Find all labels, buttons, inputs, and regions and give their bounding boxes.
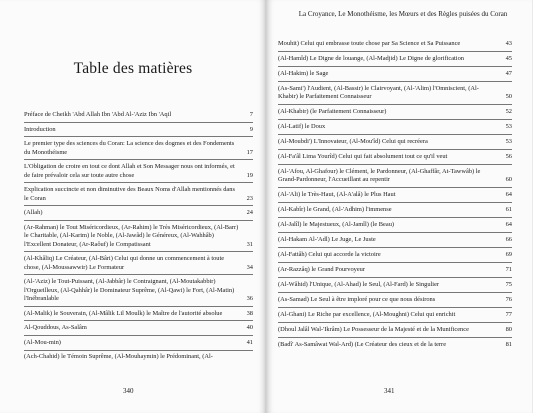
toc-divider: [24, 122, 253, 123]
toc-entry-title: (Al-Fattâh) Celui qui accorde la victoire: [278, 251, 381, 259]
toc-entry[interactable]: [24, 353, 253, 361]
page-number: 340: [123, 387, 134, 395]
toc-entry-page: 40: [246, 324, 253, 332]
toc-entry[interactable]: [278, 138, 512, 146]
toc-divider: [24, 159, 253, 160]
toc-divider: [278, 232, 512, 233]
toc-list-right: [278, 40, 512, 349]
toc-divider: [278, 277, 512, 278]
toc-entry-title: (Ar-Razzâq) le Grand Pourvoyeur: [278, 266, 365, 274]
toc-divider: [278, 322, 512, 323]
toc-entry-title: Introduction: [24, 125, 56, 133]
toc-entry[interactable]: [278, 168, 512, 184]
toc-divider: [278, 119, 512, 120]
toc-divider: [278, 81, 512, 82]
toc-divider: [24, 136, 253, 137]
toc-entry-page: 36: [246, 295, 253, 302]
toc-divider: [24, 274, 253, 275]
toc-entry[interactable]: [278, 236, 512, 244]
toc-entry-title: (Al-Wâhid) l'Unique, (Al-Ahad) le Seul, (Al-Fard) le Singulier: [278, 281, 440, 289]
toc-entry-page: 60: [505, 176, 512, 184]
toc-divider: [278, 262, 512, 263]
toc-entry[interactable]: [278, 341, 512, 349]
toc-divider: [278, 187, 512, 188]
toc-entry-page: 24: [246, 209, 253, 217]
toc-entry-title: (Al-Hamîd) Le Digne de louange, (Al-Madjid) Le Digne de glorification: [278, 54, 464, 62]
toc-entry-title: (Al-Hakam Al-'Adl) Le Juge, Le Juste: [278, 236, 376, 244]
toc-entry-title: (Al-Kabîr) le Grand, (Al-'Adhim) l'immense: [278, 206, 392, 214]
toc-entry-title: (Badî' As-Samâwat Wal-Ard) (Le Créateur des cieux et de la terre: [278, 341, 447, 349]
toc-entry-title: L'Obligation de croire en tout ce dont Allah et Son Messager nous ont informés, et de faire prévaloir cela sur toute autre chose: [24, 163, 235, 179]
toc-entry-title: (Al-Moubdi') L'Innovateur, (Al-Mou'îd) Celui qui recréera: [278, 138, 428, 146]
toc-entry-page: 17: [246, 148, 253, 156]
toc-entry-title: (Al-Hakim) le Sage: [278, 69, 329, 77]
toc-list-left: [24, 111, 253, 362]
toc-divider: [278, 134, 512, 135]
toc-divider: [24, 350, 253, 351]
toc-entry-page: 71: [505, 266, 512, 274]
toc-entry-page: 53: [505, 123, 512, 131]
toc-entry-page: 43: [505, 40, 512, 47]
toc-entry-title: (Al-Fa'âl Lima Yourîd) Celui qui fait absolument tout ce qu'il veut: [278, 153, 448, 161]
toc-entry-title: Le premier type des sciences du Coran: La science des dogmes et des Fondements du Monothéisme: [24, 140, 235, 156]
page-title: Table des matières: [73, 60, 193, 77]
toc-entry-page: 45: [505, 54, 512, 62]
toc-entry[interactable]: [24, 186, 253, 203]
toc-entry[interactable]: [24, 126, 253, 134]
toc-entry-title: (Al-Malik) le Souverain, (Al-Mâlik Lil Moulk) le Maître de l'autorité absolue: [24, 309, 223, 317]
toc-entry-title: (Al-'Afou, Al-Ghafour) le Clément, le Pardonneur, (Al-Ghaffâr, At-Tawwâb) le Grand-Pardonneur, l'Accueillant au repentir: [278, 168, 481, 184]
toc-entry[interactable]: [24, 255, 253, 272]
toc-entry[interactable]: [278, 281, 512, 289]
page-number: 341: [384, 387, 395, 395]
toc-entry[interactable]: [278, 296, 512, 304]
toc-divider: [278, 217, 512, 218]
toc-entry-page: 81: [505, 341, 512, 349]
toc-entry[interactable]: [24, 111, 253, 119]
toc-entry[interactable]: [24, 339, 253, 347]
toc-divider: [278, 337, 512, 338]
toc-entry-page: 76: [505, 296, 512, 304]
toc-divider: [24, 335, 253, 336]
toc-divider: [278, 149, 512, 150]
toc-entry-page: 80: [505, 326, 512, 334]
toc-entry-page: 66: [505, 236, 512, 244]
toc-entry-page: 7: [249, 111, 253, 118]
toc-entry-title: (As-Samad) Le Seul à être imploré pour ce que nous désirons: [278, 296, 436, 304]
toc-entry-page: 61: [505, 206, 512, 214]
toc-entry[interactable]: [24, 278, 253, 303]
toc-divider: [278, 104, 512, 105]
toc-entry[interactable]: [278, 70, 512, 78]
toc-entry-title: Explication succincte et non diminutive des Beaux Noms d'Allah mentionnés dans le Coran: [24, 186, 235, 202]
toc-divider: [278, 51, 512, 52]
toc-entry[interactable]: [278, 85, 512, 101]
toc-entry[interactable]: [24, 163, 253, 180]
toc-entry-page: 31: [246, 240, 253, 248]
toc-entry-page: 64: [505, 191, 512, 199]
toc-entry-page: 34: [246, 263, 253, 271]
toc-entry[interactable]: [278, 40, 512, 48]
toc-entry[interactable]: [24, 324, 253, 332]
toc-divider: [278, 247, 512, 248]
toc-entry-title: (Al-Mou-min): [24, 338, 61, 346]
toc-entry-page: 41: [246, 338, 253, 346]
right-page: [266, 0, 532, 413]
toc-entry[interactable]: [278, 266, 512, 274]
toc-divider: [278, 202, 512, 203]
toc-entry[interactable]: [24, 224, 253, 249]
toc-entry[interactable]: [24, 310, 253, 318]
toc-entry[interactable]: [278, 108, 512, 116]
toc-entry-title: (Al-Khâliq) Le Créateur, (Al-Bâri) Celui qui donne un commencement à toute chose, (Al-Moussawwir) Le Formateur: [24, 255, 225, 271]
toc-entry-title: (Al-'Ali) le Très-Haut, (Al-A'alâ) le Plus Haut: [278, 191, 396, 199]
toc-entry-title: Mouhit) Celui qui embrasse toute chose par Sa Science et Sa Puissance: [278, 40, 461, 47]
toc-entry-page: 9: [249, 125, 253, 133]
toc-entry-page: 56: [505, 153, 512, 161]
toc-entry-title: Préface de Cheikh 'Abd Allah Ibn 'Abd Al-'Aziz Ibn 'Aqil: [24, 111, 172, 118]
toc-entry-page: 47: [505, 69, 512, 77]
toc-entry-page: 52: [505, 108, 512, 116]
toc-entry-page: 64: [505, 221, 512, 229]
toc-entry[interactable]: [278, 123, 512, 131]
toc-entry[interactable]: [278, 251, 512, 259]
toc-entry-title: (Al-Khabir) (le Parfaitement Connaisseur): [278, 108, 387, 116]
toc-entry-title: (Allah): [24, 209, 43, 217]
toc-entry[interactable]: [24, 140, 253, 157]
toc-entry[interactable]: [278, 311, 512, 319]
toc-entry[interactable]: [278, 221, 512, 229]
toc-divider: [24, 205, 253, 206]
toc-entry-page: 23: [246, 194, 253, 202]
left-page: [0, 0, 266, 413]
toc-entry[interactable]: [278, 206, 512, 214]
toc-entry-page: 53: [505, 138, 512, 146]
toc-entry-title: (Dhoul Jalâl Wal-'Ikrâm) Le Possesseur de la Majesté et de la Munificence: [278, 326, 469, 334]
toc-divider: [278, 66, 512, 67]
toc-entry-page: 19: [246, 171, 253, 179]
toc-entry[interactable]: [278, 153, 512, 161]
toc-divider: [24, 220, 253, 221]
toc-divider: [24, 251, 253, 252]
toc-entry-title: (Al-'Aziz) le Tout-Puissant, (Al-Jabbâr) le Contraignant, (Al-Moutakabbir) l'Orgueilleux, (Al-Qahhâr) le Dominateur Suprême, (Al-Qawi) le Fort, (Al-Matin) l'Inébranlable: [24, 278, 235, 302]
toc-entry-page: 75: [505, 281, 512, 289]
toc-entry-page: 38: [246, 309, 253, 317]
toc-divider: [24, 306, 253, 307]
toc-entry-title: (Al-Ghani) Le Riche par excellence, (Al-Moughni) Celui qui enrichit: [278, 311, 456, 319]
toc-entry[interactable]: [278, 55, 512, 63]
toc-entry-title: (Ach-Chahid) le Témoin Suprême, (Al-Mouhaymin) le Prédominant, (Al-: [24, 353, 213, 361]
toc-divider: [24, 320, 253, 321]
toc-divider: [278, 164, 512, 165]
toc-entry[interactable]: [278, 326, 512, 334]
running-head: La Croyance, Le Monothéisme, les Mœurs et des Règles puisées du Coran: [298, 10, 508, 18]
toc-entry-title: (Al-Latif) le Doux: [278, 123, 326, 131]
toc-divider: [24, 182, 253, 183]
toc-entry-title: (As-Sami') l'Audient, (Al-Bassir) le Clairvoyant, (Al-'Alim) l'Omniscient, (Al-Khabir) le Parfaitement Connaisseur: [278, 84, 479, 101]
toc-divider: [278, 292, 512, 293]
toc-entry-title: (Al-Jalîl) le Majestueux, (Al-Jamîl) (le Beau): [278, 221, 395, 229]
toc-entry-page: 69: [505, 251, 512, 259]
toc-entry-title: (Ar-Rahman) le Tout Miséricordieux, (Ar-Rahim) le Très Miséricordieux, (Al-Barr) le Charitable, (Al-Karim) le Noble, (Al-Jawâd) le Généreux, (Al-Wahhâb) l'Excellent Donateur, (Ar-Raôuf) le Compatissant: [24, 223, 239, 248]
toc-entry[interactable]: [278, 191, 512, 199]
toc-entry[interactable]: [24, 209, 253, 217]
toc-entry-page: 50: [505, 93, 512, 101]
toc-entry-page: 77: [505, 311, 512, 319]
toc-entry-title: Al-Qouddous, As-Salâm: [24, 324, 87, 332]
toc-divider: [278, 307, 512, 308]
